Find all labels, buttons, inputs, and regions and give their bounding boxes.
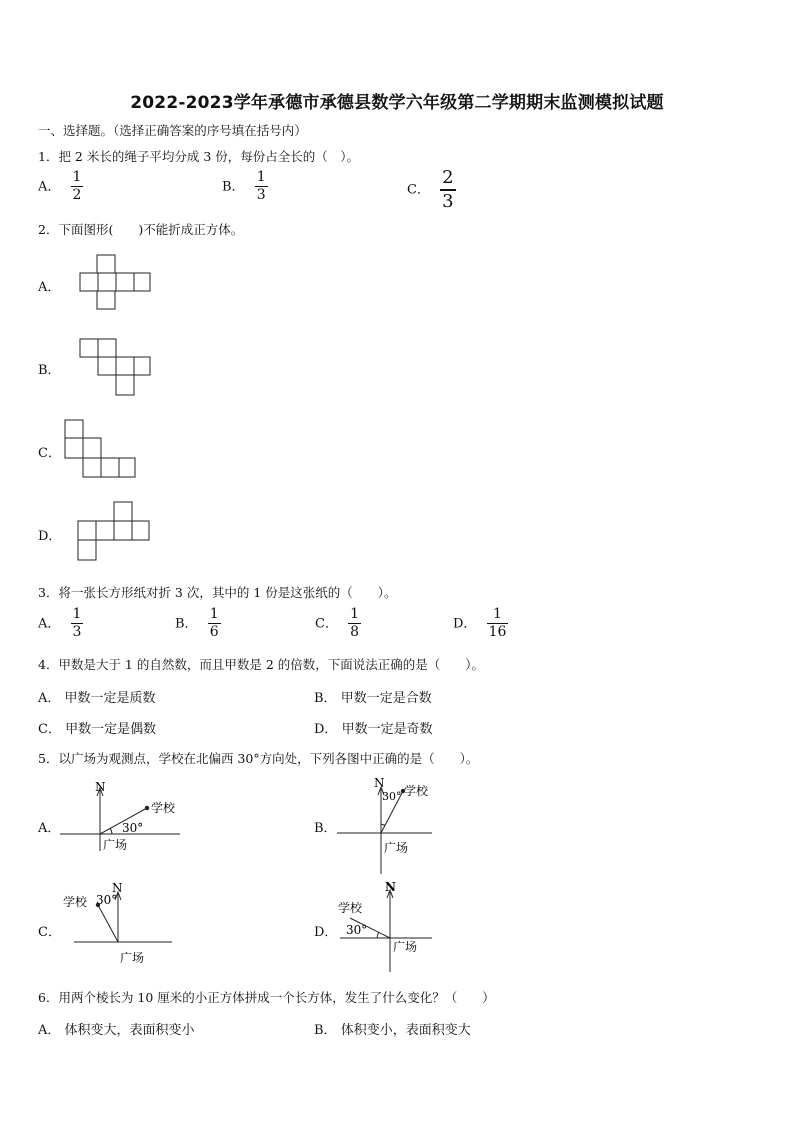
- angle-label: 30°: [96, 893, 118, 907]
- question-5: 5．以广场为观测点，学校在北偏西 30°方向处，下列各图中正确的是（ ）。: [38, 751, 479, 766]
- north-label: N: [374, 776, 385, 790]
- option-letter: B．: [222, 179, 245, 195]
- option-letter: C．: [407, 182, 430, 198]
- cube-net-a: [75, 250, 155, 320]
- fraction: $\frac{1}{3}$: [256, 169, 266, 204]
- q3-option-c[interactable]: [315, 607, 361, 641]
- q5-option-d[interactable]: D．: [314, 925, 338, 940]
- square-label: 广场: [384, 841, 409, 855]
- cube-net-d: [75, 499, 155, 565]
- school-label: 学校: [151, 801, 176, 815]
- north-label: N: [385, 880, 396, 894]
- option-letter: C．: [315, 616, 338, 632]
- q6-option-a[interactable]: A． 体积变大，表面积变小: [38, 1023, 195, 1038]
- angle-label: 30°: [122, 821, 144, 835]
- angle-label: 30°: [382, 790, 402, 803]
- square-label: 广场: [120, 951, 145, 965]
- page-title: 2022-2023学年承德市承德县数学六年级第二学期期末监测模拟试题: [130, 93, 664, 113]
- q5-option-c[interactable]: C．: [38, 925, 61, 940]
- school-label: 学校: [63, 895, 88, 909]
- fraction: $\frac{1}{3}$: [72, 606, 82, 641]
- cube-net-c: [62, 418, 142, 482]
- q3-option-b[interactable]: [175, 607, 221, 641]
- question-6: 6．用两个棱长为 10 厘米的小正方体拼成一个长方体，发生了什么变化？（ ）: [38, 990, 495, 1005]
- q2-option-a[interactable]: A．: [38, 280, 61, 295]
- q4-option-b[interactable]: B． 甲数一定是合数: [314, 691, 432, 706]
- question-1: 1．把 2 米长的绳子平均分成 3 份，每份占全长的（ ）。: [38, 149, 360, 164]
- option-letter: B．: [175, 616, 198, 632]
- fraction: $\frac{1}{8}$: [350, 606, 360, 641]
- option-letter: D．: [453, 616, 477, 632]
- square-label: 广场: [393, 940, 418, 954]
- q1-option-a[interactable]: [38, 170, 83, 204]
- q4-option-c[interactable]: C． 甲数一定是偶数: [38, 722, 157, 737]
- fraction: $\frac{1}{6}$: [209, 606, 219, 641]
- q6-option-b[interactable]: B． 体积变小，表面积变大: [314, 1023, 471, 1038]
- q3-option-a[interactable]: [38, 607, 83, 641]
- question-3: 3．将一张长方形纸对折 3 次，其中的 1 份是这张纸的（ ）。: [38, 585, 397, 600]
- q5-option-b[interactable]: B．: [314, 821, 337, 836]
- school-label: 学校: [404, 784, 429, 798]
- compass-diagram-c: [60, 880, 180, 970]
- compass-diagram-a: [55, 776, 195, 861]
- cube-net-b: [75, 335, 155, 401]
- q4-option-d[interactable]: D． 甲数一定是奇数: [314, 722, 433, 737]
- q1-option-c[interactable]: [407, 168, 456, 212]
- q3-option-d[interactable]: [453, 607, 508, 641]
- fraction: $\frac{2}{3}$: [442, 167, 454, 212]
- compass-diagram-b: [332, 774, 442, 874]
- north-label: N: [112, 881, 123, 895]
- q5-option-a[interactable]: A．: [38, 821, 61, 836]
- school-label: 学校: [338, 901, 363, 915]
- school-point: [145, 806, 149, 810]
- option-letter: A．: [38, 179, 61, 195]
- q1-option-b[interactable]: [222, 170, 268, 204]
- q2-option-c[interactable]: C．: [38, 446, 61, 461]
- question-4: 4．甲数是大于 1 的自然数，而且甲数是 2 的倍数，下面说法正确的是（ ）。: [38, 657, 485, 672]
- section-heading: 一、选择题。（选择正确答案的序号填在括号内）: [38, 123, 307, 138]
- angle-label: 30°: [346, 923, 368, 937]
- q2-option-d[interactable]: D．: [38, 529, 62, 544]
- north-label: N: [95, 780, 106, 794]
- question-2: 2．下面图形( )不能折成正方体。: [38, 222, 244, 237]
- q4-option-a[interactable]: A． 甲数一定是质数: [38, 691, 156, 706]
- option-letter: A．: [38, 616, 61, 632]
- square-label: 广场: [103, 838, 128, 852]
- fraction: $\frac{1}{2}$: [72, 169, 82, 204]
- compass-diagram-d: [332, 880, 442, 975]
- q2-option-b[interactable]: B．: [38, 363, 61, 378]
- fraction: $\frac{1}{16}$: [488, 606, 507, 641]
